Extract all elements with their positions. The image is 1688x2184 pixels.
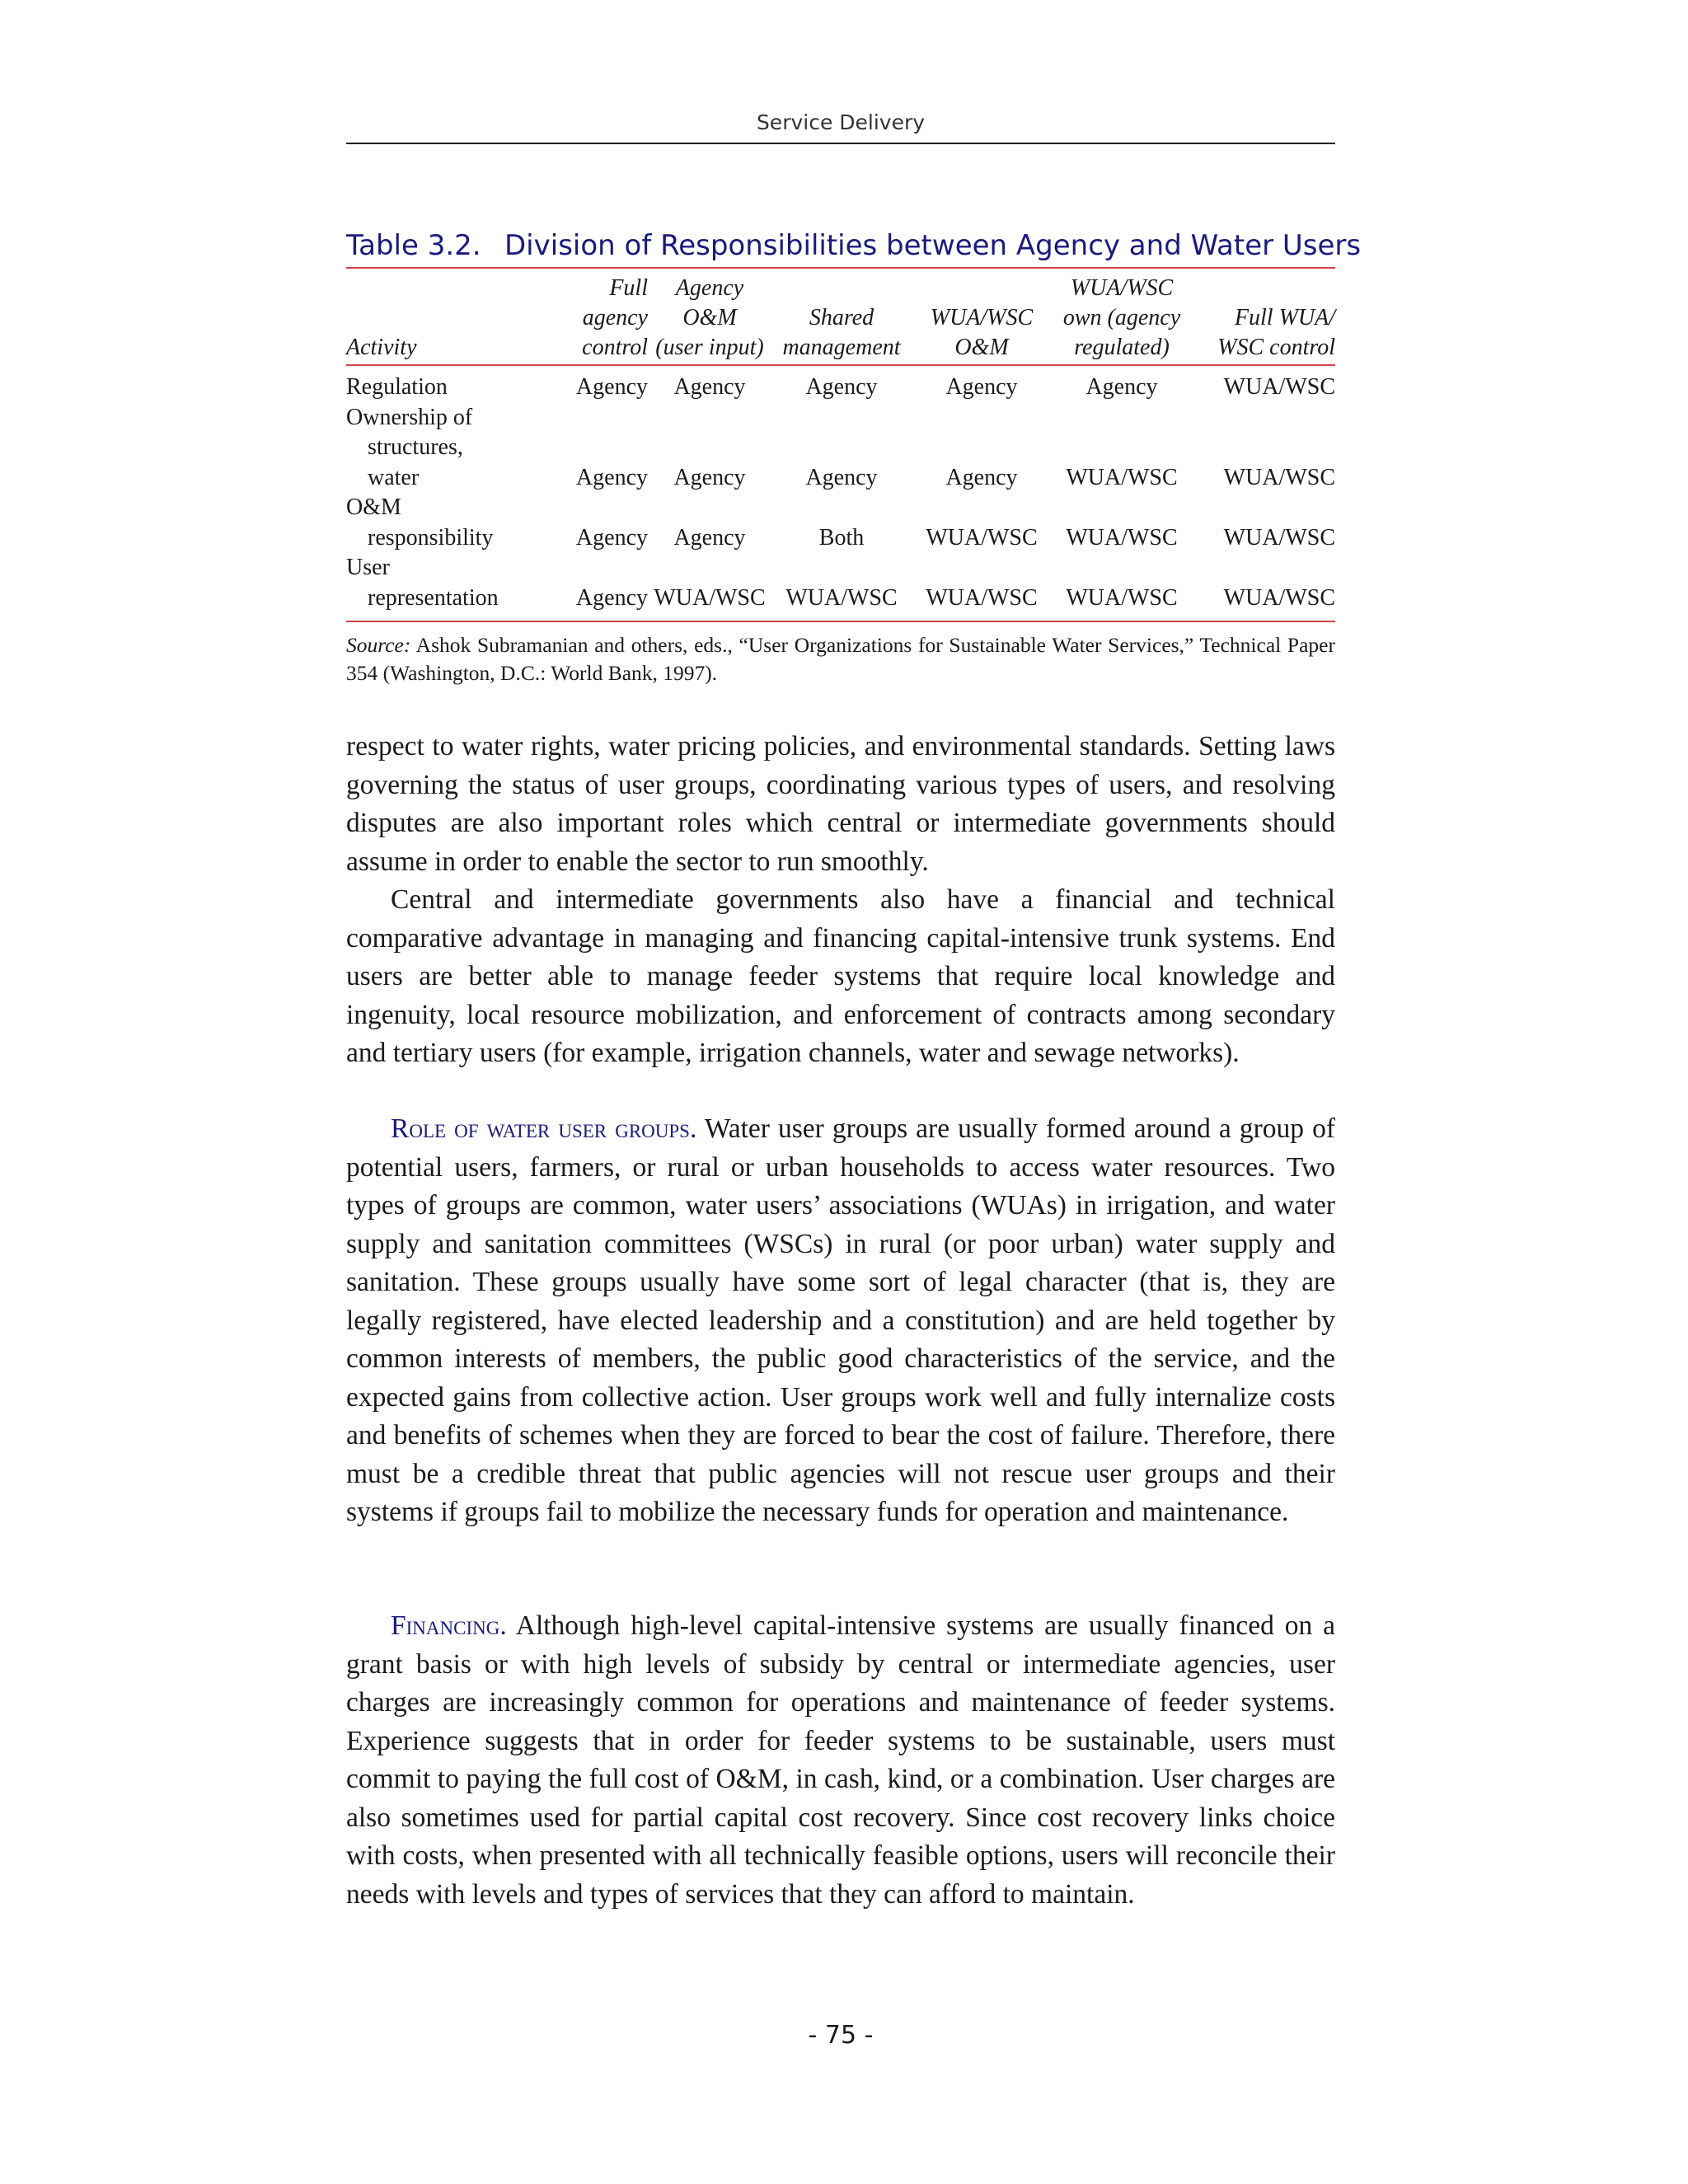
- table-title: [346, 229, 1362, 262]
- table-cell: WUA/WSC: [1223, 524, 1335, 551]
- table-cell: WUA/WSC: [1066, 524, 1178, 551]
- table-cell: WUA/WSC: [1223, 464, 1335, 490]
- table-cell: WUA/WSC: [1066, 584, 1178, 611]
- table-cell: Both: [818, 524, 865, 551]
- source-text: Ashok Subramanian and others, eds., “User Organizations for Sustainable Water Services,” Technical Paper 354 (Washington, D.C.: World Bank, 1997).: [346, 633, 1335, 685]
- column-header-activity: Activity: [346, 335, 417, 360]
- paragraph-financing: Financing. Although high-level capital-intensive systems are usually financed on a grant basis or with high levels of subsidy by central or intermediate agencies, user charges are increasingly common for operations and maintenance of feeder systems. Experience suggests that in order for feeder systems to be sustainable, users must commit to paying the full cost of O&M, in cash, kind, or a combination. User charges are also sometimes used for partial capital cost recovery. Since cost recovery links choice with costs, when presented with all technically feasible options, users will reconcile their needs with levels and types of services that they can afford to maintain.: [346, 1610, 1335, 1910]
- section-heading-role: Role of water user groups.: [391, 1113, 697, 1144]
- running-head: Service Delivery: [756, 110, 926, 134]
- column-header-full-wua-wsc-control: Full WUA/ WSC control: [1217, 305, 1335, 360]
- row-label-om-responsibility: O&M responsibility: [346, 494, 494, 551]
- table-cell: Agency: [945, 464, 1018, 490]
- table-cell: Agency: [575, 524, 648, 551]
- paragraph-role-of-water-user-groups: Role of water user groups. Water user groups are usually formed around a group of potential users, farmers, or rural or urban households to access water resources. Two types of groups are common, water users’ associations (WUAs) in irrigation, and water supply and sanitation committees (WSCs) in rural (or poor urban) water supply and sanitation. These groups usually have some sort of legal character (that is, they are legally registered, have elected leadership and a constitution) and are held together by common interests of members, the public good characteristics of the service, and the expected gains from collective action. User groups work well and fully internalize costs and benefits of schemes when they are forced to bear the cost of failure. Therefore, there must be a credible threat that public agencies will not rescue user groups and their systems if groups fail to mobilize the necessary funds for operation and maintenance.: [346, 1113, 1335, 1527]
- table-cell: Agency: [575, 464, 648, 490]
- table-row: [346, 493, 1335, 553]
- table-row: [346, 403, 1335, 494]
- table-header-row: [346, 274, 1335, 363]
- table-cell: WUA/WSC: [654, 584, 766, 611]
- table-row: [346, 363, 1335, 403]
- table-title-text: Division of Responsibilities between Agency and Water Users: [504, 229, 1362, 262]
- table-cell: WUA/WSC: [1066, 464, 1178, 490]
- row-label-user-representation: User representation: [346, 555, 499, 611]
- section-heading-financing: Financing.: [391, 1610, 507, 1641]
- table-cell: Agency: [805, 464, 878, 490]
- column-header-shared-management: Shared management: [782, 305, 901, 360]
- table-number: Table 3.2.: [346, 229, 481, 262]
- body-text-block-3: [346, 1607, 1335, 1914]
- table-cell: Agency: [673, 464, 746, 490]
- table-cell: WUA/WSC: [1223, 584, 1335, 611]
- table-cell: Agency: [805, 374, 878, 400]
- column-header-full-agency-control: Full agency control: [582, 275, 648, 360]
- table-top-rule: [346, 267, 1335, 269]
- table-cell: Agency: [575, 584, 648, 611]
- responsibilities-table: [346, 274, 1335, 613]
- body-text-block-2: [346, 1110, 1335, 1532]
- table-source-note: [346, 631, 1335, 687]
- row-label-regulation: Regulation: [346, 374, 448, 400]
- table-row: [346, 553, 1335, 613]
- table-cell: Agency: [673, 524, 746, 551]
- table-cell: Agency: [1085, 374, 1158, 400]
- body-text-block-1: [346, 728, 1335, 1073]
- table-cell: WUA/WSC: [1223, 374, 1335, 400]
- table-cell: Agency: [575, 374, 648, 400]
- table-cell: WUA/WSC: [785, 584, 898, 611]
- column-header-wua-wsc-own: WUA/WSC own (agency regulated): [1062, 275, 1181, 360]
- paragraph-continuation: respect to water rights, water pricing policies, and environmental standards. Setting laws governing the status of user groups, coordinating various types of users, and resolving disputes are also important roles which central or intermediate governments should assume in order to enable the sector to run smoothly.: [346, 731, 1335, 877]
- row-label-ownership: Ownership of structures, water: [346, 404, 473, 490]
- table-cell: Agency: [673, 374, 746, 400]
- table-cell: WUA/WSC: [926, 524, 1038, 551]
- page-number: - 75 -: [808, 2021, 874, 2050]
- source-label: Source:: [346, 633, 411, 657]
- paragraph-comparative-advantage: Central and intermediate governments also have a financial and technical comparative advantage in managing and financing capital-intensive trunk systems. End users are better able to manage feeder systems that require local knowledge and ingenuity, local resource mobilization, and enforcement of contracts among secondary and tertiary users (for example, irrigation channels, water and sewage networks).: [346, 884, 1335, 1068]
- header-rule: [346, 143, 1335, 144]
- column-header-wua-wsc-om: WUA/WSC O&M: [930, 305, 1034, 360]
- table-bottom-rule: [346, 621, 1335, 622]
- table-cell: Agency: [945, 374, 1018, 400]
- column-header-agency-om: Agency O&M (user input): [655, 275, 764, 360]
- table-cell: WUA/WSC: [926, 584, 1038, 611]
